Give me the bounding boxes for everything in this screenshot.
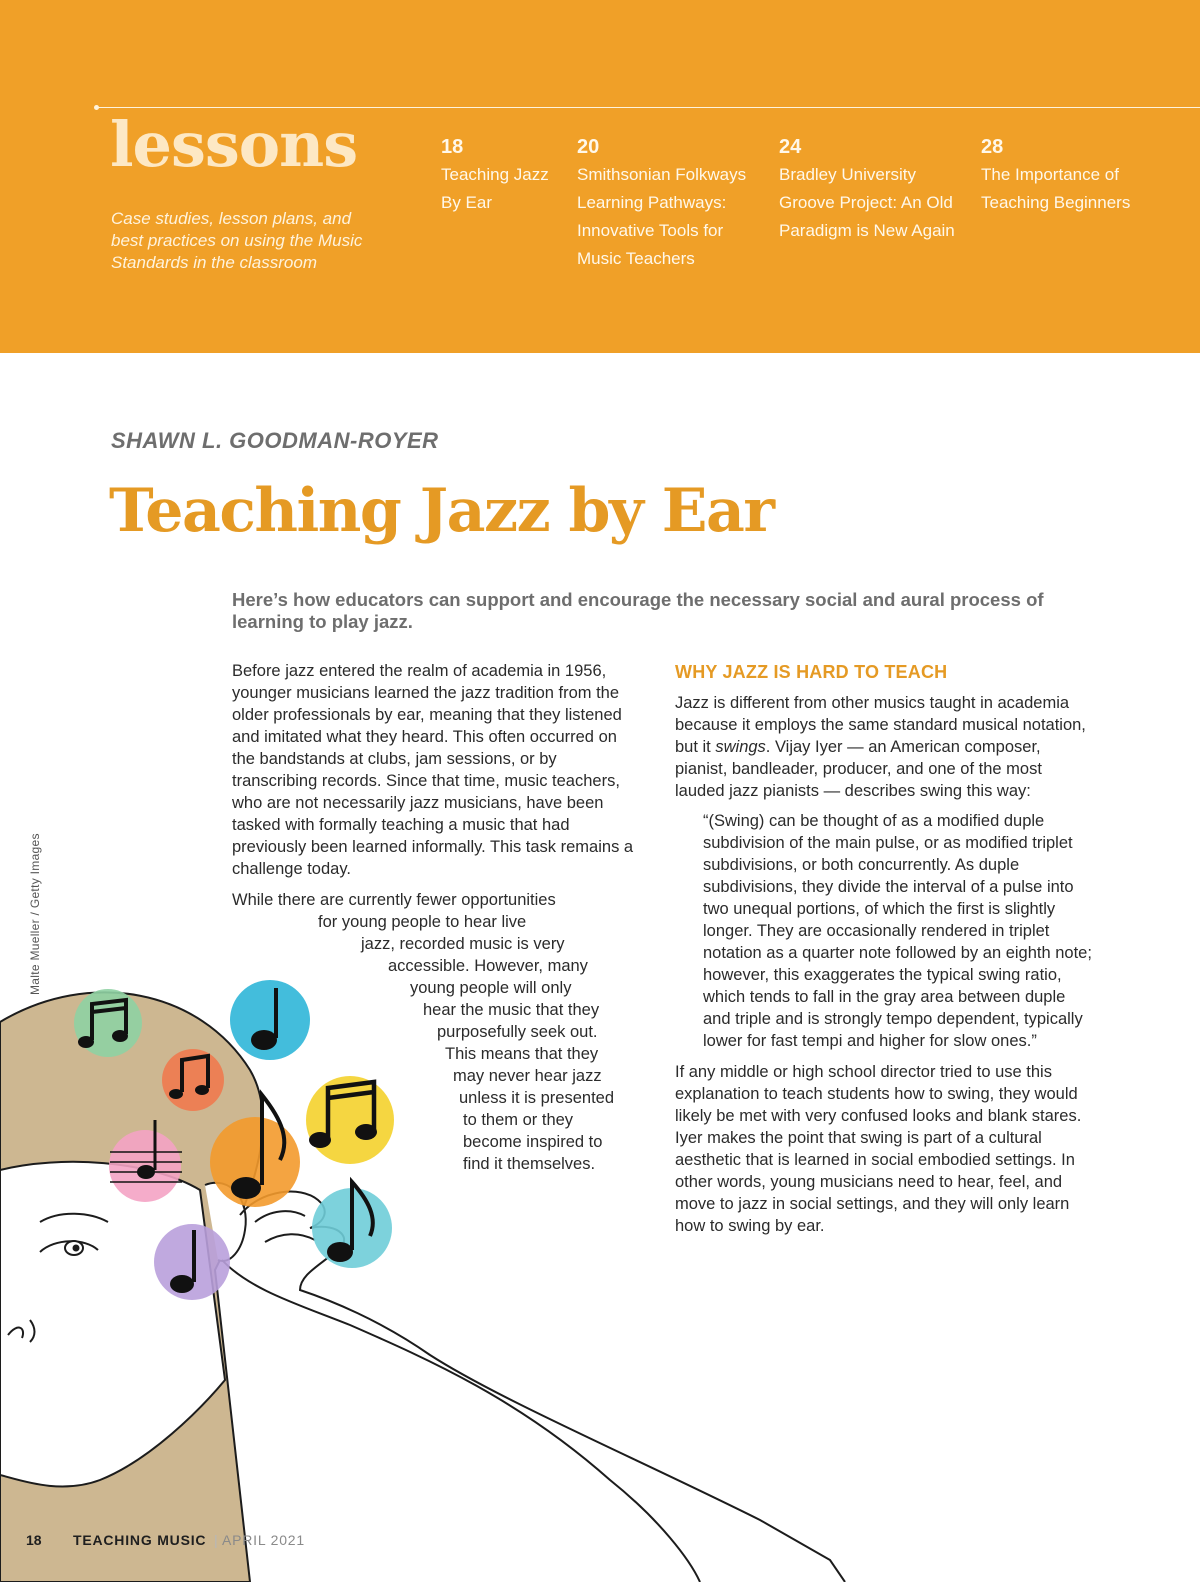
toc-item[interactable] — [981, 134, 1171, 217]
toc-title: Teaching Jazz By Ear — [441, 165, 549, 212]
body-paragraph: If any middle or high school director tried to use this explanation to teach students how to swing, they would likely be met with very confused looks and blank stares. Iyer makes the point that swing is part of a cultural aesthetic that is learned in social embodied settings. In other words, young musicians need to hear, feel, and move to jazz in social settings, and they will only learn how to swing by ear. — [675, 1063, 1082, 1235]
toc-page-number: 24 — [779, 136, 802, 158]
image-credit: Malte Mueller / Getty Images — [28, 833, 42, 995]
toc-page-number: 20 — [577, 136, 600, 158]
emphasis-text: swings — [715, 738, 766, 756]
section-title: lessons — [110, 108, 358, 181]
text-line: This means that they — [445, 1045, 599, 1063]
article-deck: Here’s how educators can support and encourage the necessary social and aural process of learning to play jazz. — [232, 589, 1044, 632]
music-note-icon — [162, 1049, 224, 1111]
article-column-right — [675, 660, 1095, 1237]
body-paragraph — [675, 692, 1095, 802]
toc-item[interactable] — [441, 134, 561, 217]
text-line: may never hear jazz — [453, 1067, 602, 1085]
toc-title: Bradley University Groove Project: An Old Paradigm is New Again — [779, 165, 955, 240]
music-note-icon — [312, 1182, 392, 1268]
issue-date: APRIL 2021 — [222, 1532, 305, 1548]
text-line: accessible. However, many — [388, 957, 588, 975]
text-line: for young people to hear live — [318, 913, 527, 931]
toc-title: Smithsonian Folkways Learning Pathways: Innovative Tools for Music Teachers — [577, 165, 747, 268]
text-line: find it themselves. — [463, 1155, 596, 1173]
toc-page-number: 18 — [441, 136, 464, 158]
toc-title: The Importance of Teaching Beginners — [981, 165, 1131, 212]
section-header-band — [0, 0, 1200, 353]
text-run: Jazz is different from other musics taught in academia because it employs the same standard musical notation, but it — [675, 694, 1086, 756]
text-line: unless it is presented — [459, 1089, 615, 1107]
toc-item[interactable] — [779, 134, 957, 245]
publication-name: TEACHING MUSIC — [73, 1532, 207, 1548]
music-note-icon — [74, 989, 142, 1057]
text-line: young people will only — [410, 979, 572, 997]
article-column-left — [232, 660, 642, 1175]
text-line: purposefully seek out. — [437, 1023, 598, 1041]
text-line: While there are currently fewer opportunities — [232, 891, 556, 909]
toc-page-number: 28 — [981, 136, 1004, 158]
article-title: Teaching Jazz by Ear — [109, 476, 774, 546]
text-run: . Vijay Iyer — an American composer, pianist, bandleader, producer, and one of the most lauded jazz pianists — describes swing this way: — [675, 738, 1042, 800]
section-subtitle: Case studies, lesson plans, and best practices on using the Music Standards in the classroom — [111, 209, 363, 272]
footer-separator: | — [214, 1532, 218, 1548]
body-paragraph: Before jazz entered the realm of academia in 1956, younger musicians learned the jazz tradition from the older professionals by ear, meaning that they listened and imitated what they heard. This often occurred on the bandstands at clubs, jam sessions, or by transcribing records. Since that time, music teachers, who are not necessarily jazz musicians, have been tasked with formally teaching a music that had previously been learned informally. This task remains a challenge today. — [232, 662, 634, 878]
block-quote: “(Swing) can be thought of as a modified duple subdivision of the main pulse, or as modified triplet subdivisions, or both concurrently. As duple subdivisions, they divide the interval of a pulse into two unequal portions, of which the first is slightly longer. They are occasionally rendered in triplet notation as a quarter note followed by an eighth note; however, this exaggerates the typical swing ratio, which tends to fall in the gray area between duple and triple and is strongly tempo dependent, typically lower for fast tempi and higher for slow ones.” — [703, 812, 1092, 1050]
author-byline: SHAWN L. GOODMAN-ROYER — [111, 428, 439, 453]
text-line: jazz, recorded music is very — [361, 935, 565, 953]
section-heading: WHY JAZZ IS HARD TO TEACH — [675, 662, 948, 682]
text-line: become inspired to — [463, 1133, 603, 1151]
body-paragraph-wrapped — [232, 889, 642, 1175]
music-note-icon — [154, 1224, 230, 1300]
text-line: to them or they — [463, 1111, 574, 1129]
page-number: 18 — [26, 1532, 42, 1548]
toc-item[interactable] — [577, 134, 757, 273]
text-line: hear the music that they — [423, 1001, 600, 1019]
